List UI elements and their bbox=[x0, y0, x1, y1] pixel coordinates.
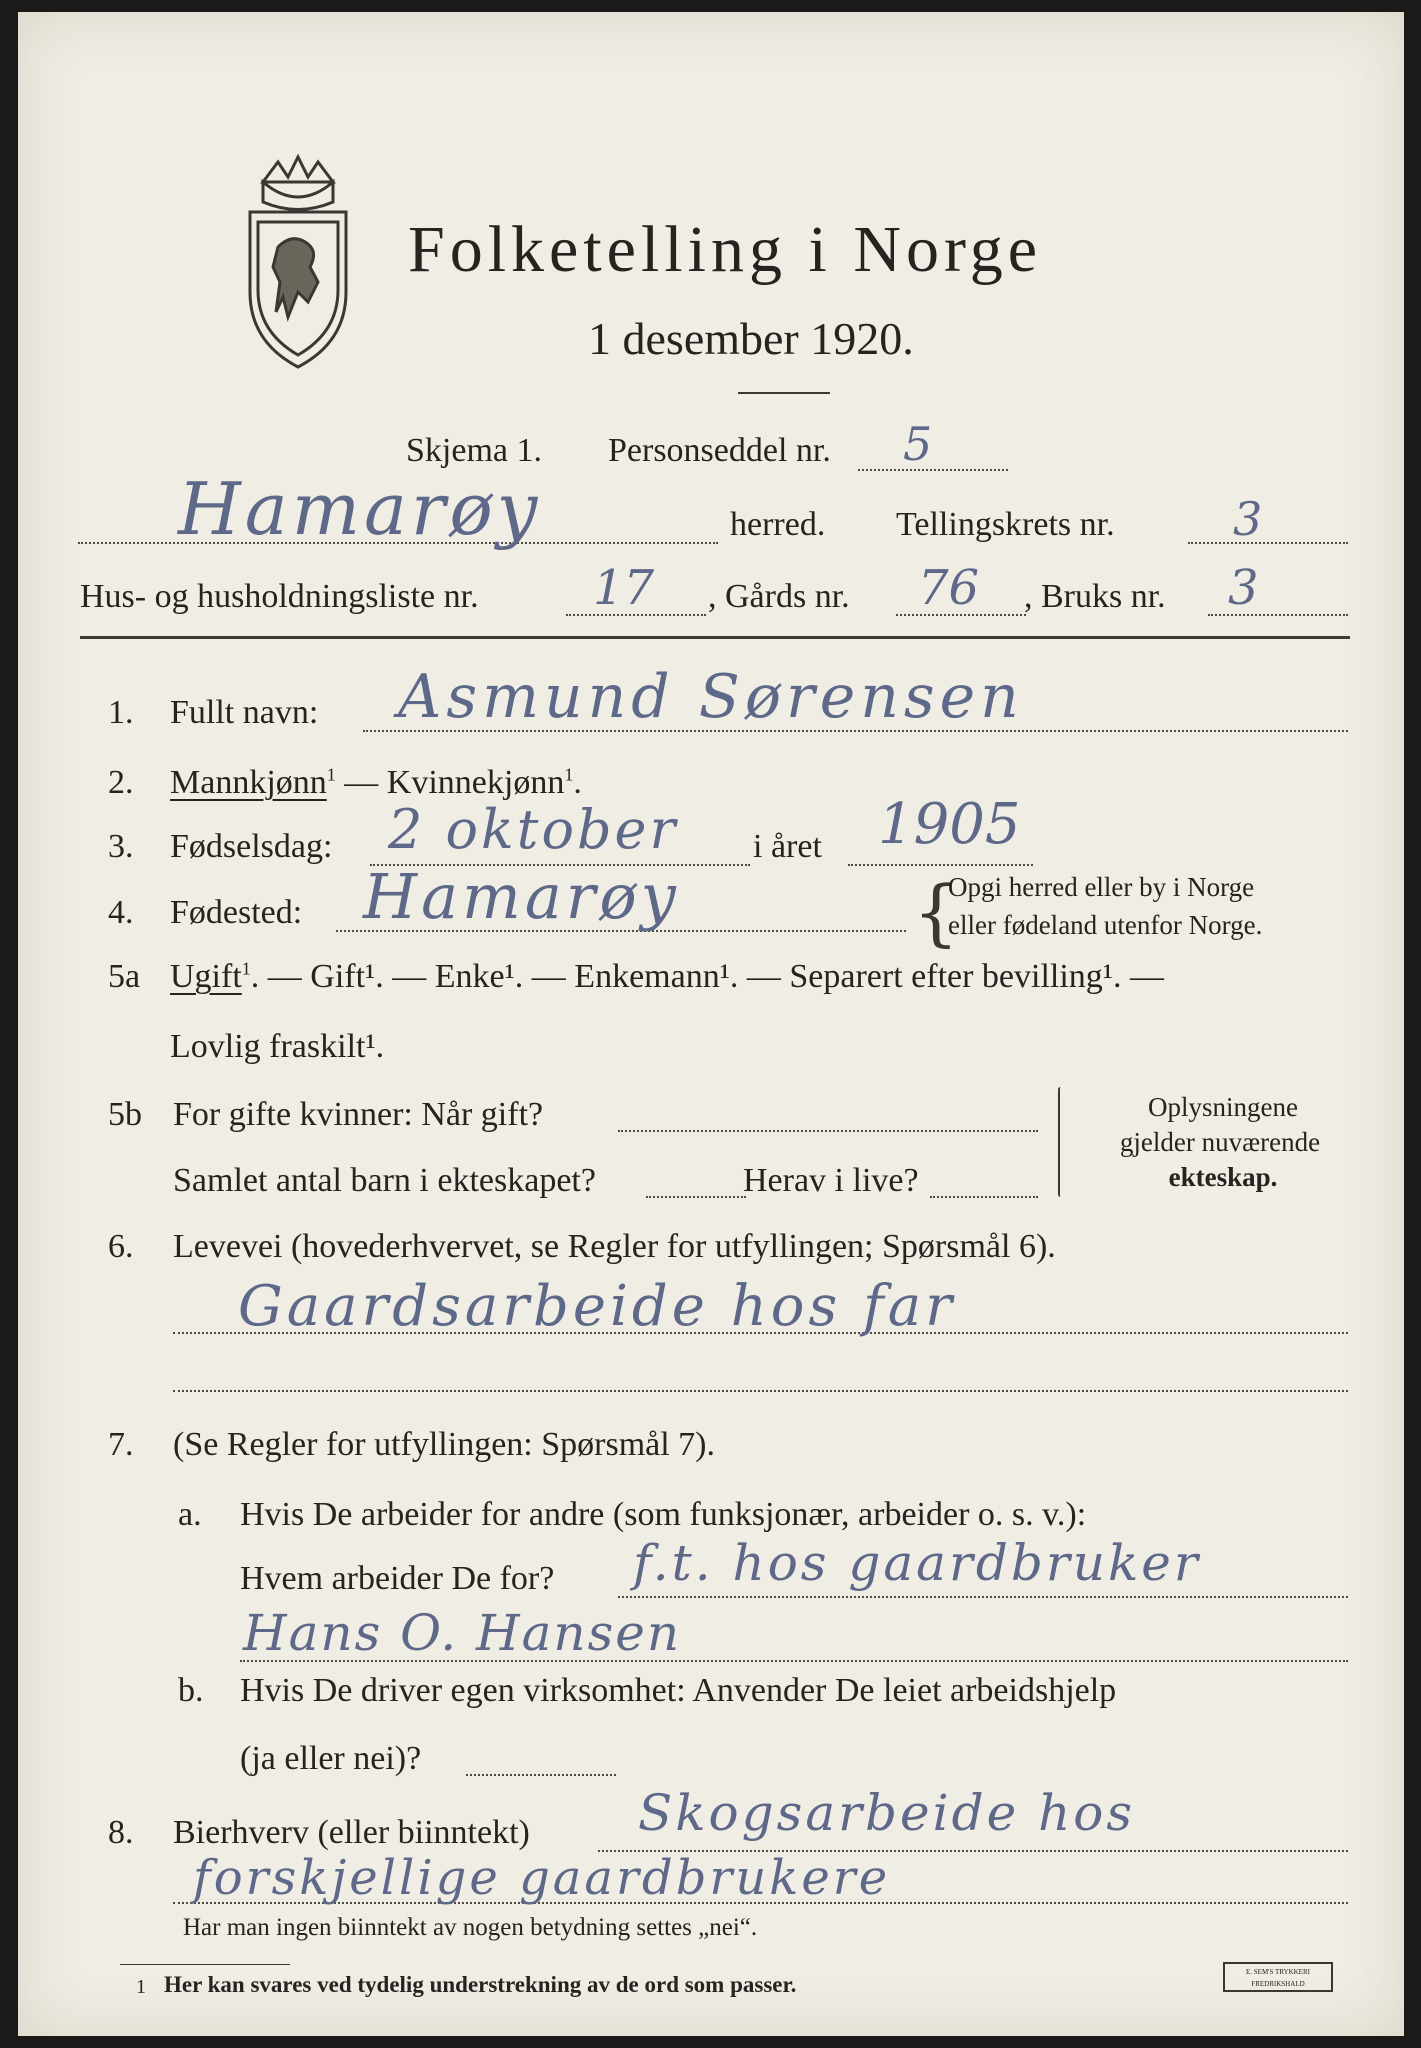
q5a-footnote-ref: 1 bbox=[241, 958, 251, 979]
q1-value: Asmund Sørensen bbox=[398, 662, 1024, 732]
tellingskrets-label: Tellingskrets nr. bbox=[896, 506, 1115, 543]
q5a-line2: Lovlig fraskilt¹. bbox=[170, 1028, 385, 1065]
title-divider bbox=[738, 392, 830, 394]
q2-male-footnote-ref: 1 bbox=[326, 764, 336, 785]
q7-label: (Se Regler for utfyllingen: Spørsmål 7). bbox=[173, 1426, 716, 1463]
q2-female-option: Kvinnekjønn bbox=[386, 764, 565, 801]
q7a-label: Hvis De arbeider for andre (som funksjonær, arbeider o. s. v.): bbox=[240, 1496, 1087, 1533]
hus-value: 17 bbox=[593, 560, 655, 616]
q5b-alive-field-line bbox=[930, 1196, 1038, 1198]
q8-value-2: forskjellige gaardbrukere bbox=[193, 1850, 891, 1906]
q8-value-1: Skogsarbeide hos bbox=[638, 1784, 1136, 1842]
census-form-page bbox=[18, 12, 1404, 2036]
q4-number: 4. bbox=[108, 894, 134, 931]
q3-year-field-line bbox=[848, 864, 1033, 866]
q4-note-line1: Opgi herred eller by i Norge bbox=[948, 872, 1255, 902]
q7a-label-employer: Hvem arbeider De for? bbox=[240, 1560, 555, 1597]
q2-male-option: Mannkjønn bbox=[170, 764, 327, 801]
q7a-number: a. bbox=[178, 1496, 202, 1533]
bruks-value: 3 bbox=[1228, 560, 1259, 616]
personseddel-value: 5 bbox=[903, 417, 933, 471]
bruks-label: , Bruks nr. bbox=[1024, 578, 1166, 615]
q5b-label-alive: Herav i live? bbox=[743, 1162, 919, 1199]
q5b-children-field-line bbox=[646, 1196, 746, 1198]
herred-label: herred. bbox=[730, 506, 826, 543]
q5b-note-line2: gjelder nuværende bbox=[1119, 1127, 1321, 1157]
gards-label: , Gårds nr. bbox=[708, 578, 850, 615]
q4-value: Hamarøy bbox=[363, 860, 680, 933]
tellingskrets-field-line bbox=[1188, 542, 1348, 544]
q8-note: Har man ingen biinntekt av nogen betydning settes „nei“. bbox=[183, 1914, 758, 1941]
q7-number: 7. bbox=[108, 1426, 134, 1463]
hus-label: Hus- og husholdningsliste nr. bbox=[80, 578, 479, 615]
q7b-field-line bbox=[466, 1774, 616, 1776]
page-title: Folketelling i Norge bbox=[408, 213, 1043, 286]
footnote-number: 1 bbox=[136, 1976, 146, 1998]
q5b-label-children: Samlet antal barn i ekteskapet? bbox=[173, 1162, 596, 1199]
q2-number: 2. bbox=[108, 764, 134, 801]
tellingskrets-value: 3 bbox=[1233, 492, 1263, 546]
q1-number: 1. bbox=[108, 694, 134, 731]
q4-note-line2: eller fødeland utenfor Norge. bbox=[948, 910, 1263, 940]
q7a-value-2: Hans O. Hansen bbox=[243, 1604, 682, 1662]
q5b-note-line1: Oplysningene bbox=[1148, 1092, 1298, 1122]
q5b-bracket bbox=[1058, 1087, 1063, 1197]
q6-label: Levevei (hovederhvervet, se Regler for utfyllingen; Spørsmål 6). bbox=[173, 1228, 1056, 1265]
q7b-label-yes-no: (ja eller nei)? bbox=[240, 1740, 422, 1777]
q1-label: Fullt navn: bbox=[170, 694, 319, 731]
q5b-label-when-married: For gifte kvinner: Når gift? bbox=[173, 1096, 544, 1133]
q5b-married-field-line bbox=[618, 1130, 1038, 1132]
q6-value: Gaardsarbeide hos far bbox=[238, 1274, 956, 1339]
q5a-other-options: — Gift¹. — Enke¹. — Enkemann¹. — Separert efter bevilling¹. — bbox=[267, 958, 1164, 995]
q6-field-line-2 bbox=[173, 1390, 1348, 1392]
q2-separator: — bbox=[344, 764, 379, 801]
printer-stamp: E. SEM'S TRYKKERI FREDRIKSHALD bbox=[1223, 1962, 1333, 1992]
q2-options: Mannkjønn$^1$ — Kvinnekjønn$^1$. bbox=[170, 764, 582, 801]
footnote-divider bbox=[120, 1964, 290, 1965]
q7b-label: Hvis De driver egen virksomhet: Anvender De leiet arbeidshjelp bbox=[240, 1672, 1117, 1709]
q5b-note-line3: ekteskap. bbox=[1168, 1162, 1278, 1192]
q8-label: Bierhverv (eller biinntekt) bbox=[173, 1814, 530, 1851]
footnote-text: Her kan svares ved tydelig understrekning av de ord som passer. bbox=[164, 1972, 797, 1997]
q3-number: 3. bbox=[108, 828, 134, 865]
q3-label: Fødselsdag: bbox=[170, 828, 333, 865]
q5a-options: Ugift$^1$. — Gift¹. — Enke¹. — Enkemann¹. — Separert efter bevilling¹. — bbox=[170, 958, 1164, 995]
q3-year-label: i året bbox=[753, 828, 822, 865]
gards-value: 76 bbox=[918, 560, 980, 616]
q5a-number: 5a bbox=[108, 958, 141, 995]
q7b-number: b. bbox=[178, 1672, 204, 1709]
personseddel-label: Personseddel nr. bbox=[608, 432, 831, 469]
q4-label: Fødested: bbox=[170, 894, 303, 931]
q3-value: 2 oktober bbox=[388, 798, 679, 861]
q6-number: 6. bbox=[108, 1228, 134, 1265]
coat-of-arms-icon bbox=[238, 152, 358, 372]
q7a-field-line-1 bbox=[618, 1596, 1348, 1598]
q4-brace: { bbox=[913, 870, 959, 954]
census-date: 1 desember 1920. bbox=[588, 313, 914, 364]
schema-label: Skjema 1. bbox=[406, 432, 542, 469]
header-separator bbox=[80, 636, 1350, 639]
q5b-number: 5b bbox=[108, 1096, 142, 1133]
herred-value: Hamarøy bbox=[178, 467, 542, 551]
q8-number: 8. bbox=[108, 1814, 134, 1851]
q7a-value-1: f.t. hos gaardbruker bbox=[633, 1534, 1201, 1592]
q3-year-value: 1905 bbox=[878, 792, 1021, 857]
personseddel-field-line bbox=[858, 469, 1008, 471]
q2-female-footnote-ref: 1 bbox=[564, 764, 574, 785]
q5a-ugift-option: Ugift bbox=[170, 958, 242, 995]
